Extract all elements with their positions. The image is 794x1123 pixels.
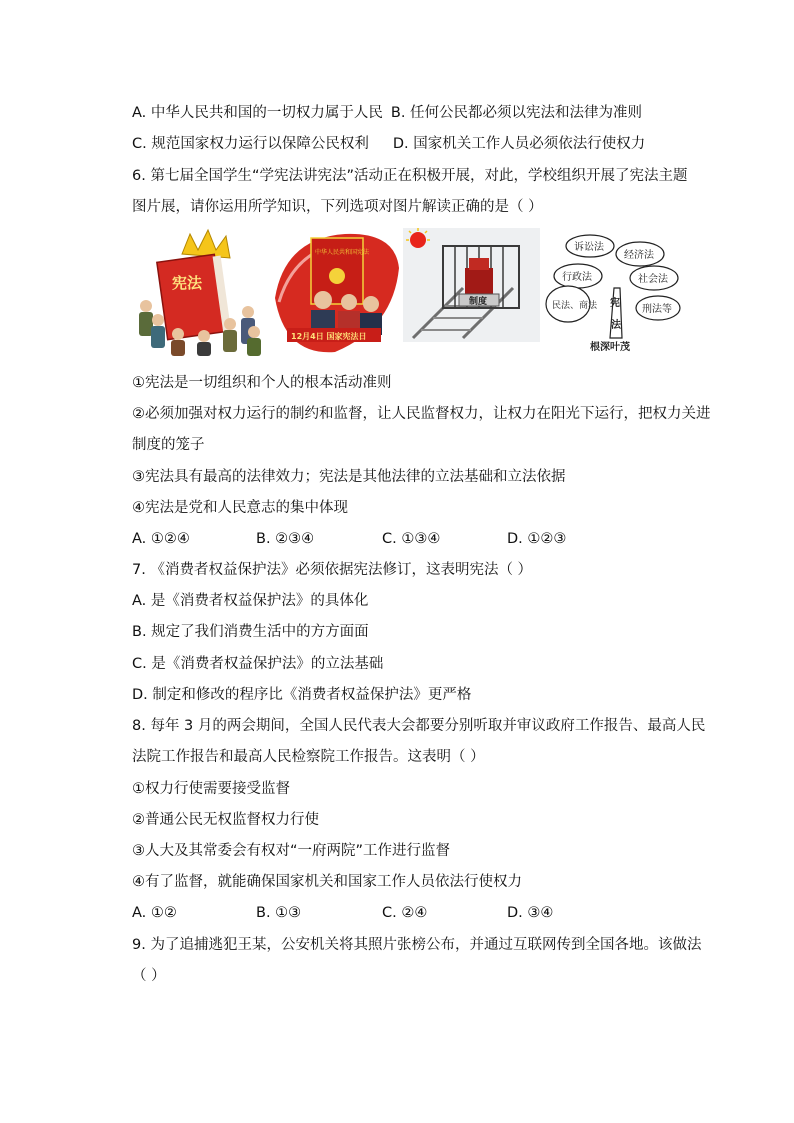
q7-option-b: B. 规定了我们消费生活中的方方面面 [132, 624, 369, 640]
q8-option-d: D. ③④ [507, 905, 554, 921]
q5-option-d: D. 国家机关工作人员必须依法行使权力 [392, 136, 646, 152]
q8-statement-3: ③人大及其常委会有权对“一府两院”工作进行监督 [132, 843, 451, 859]
tree-node-procedure-law: 诉讼法 [574, 242, 604, 253]
q8-option-a: A. ①② [132, 905, 177, 921]
tree-node-administrative-law: 行政法 [562, 272, 592, 283]
cage-label: 制度 [469, 297, 488, 307]
constitution-day-banner: 12月4日 国家宪法日 [291, 332, 367, 341]
q8-stem-line2: 法院工作报告和最高人民检察院工作报告。这表明（ ） [132, 749, 485, 765]
tree-trunk-bottom: 法 [611, 320, 621, 331]
q5-option-c: C. 规范国家权力运行以保障公民权利 [132, 136, 369, 152]
q7-stem: 7. 《消费者权益保护法》必须依据宪法修订，这表明宪法（ ） [132, 562, 533, 578]
tree-node-economic-law: 经济法 [624, 250, 654, 261]
q5-option-cd [132, 134, 645, 154]
q6-stem-line1: 6. 第七届全国学生“学宪法讲宪法”活动正在积极开展，对此，学校组织开展了宪法主题 [132, 168, 688, 184]
q6-statement-2-cont: 制度的笼子 [132, 437, 205, 453]
q7-option-c: C. 是《消费者权益保护法》的立法基础 [132, 656, 384, 672]
q8-statement-1: ①权力行使需要接受监督 [132, 781, 290, 797]
q6-statement-1: ①宪法是一切组织和个人的根本活动准则 [132, 375, 392, 391]
q7-option-d: D. 制定和修改的程序比《消费者权益保护法》更严格 [132, 687, 472, 703]
q8-option-c: C. ②④ [382, 905, 428, 921]
q6-stem-line2: 图片展，请你运用所学知识，下列选项对图片解读正确的是（ ） [132, 199, 543, 215]
q5-option-a: A. 中华人民共和国的一切权力属于人民 [132, 105, 383, 121]
q6-option-a: A. ①②④ [132, 531, 190, 547]
q5-option-ab [132, 103, 642, 123]
q7-option-a: A. 是《消费者权益保护法》的具体化 [132, 593, 369, 609]
q6-statement-3: ③宪法具有最高的法律效力；宪法是其他法律的立法基础和立法依据 [132, 469, 566, 485]
tree-trunk-top: 宪 [610, 298, 620, 309]
q6-option-b: B. ②③④ [256, 531, 315, 547]
q8-statement-2: ②普通公民无权监督权力行使 [132, 812, 319, 828]
q9-stem-line1: 9. 为了追捕逃犯王某，公安机关将其照片张榜公布，并通过互联网传到全国各地。该做法 [132, 937, 702, 953]
law-tree-image [544, 228, 684, 356]
tree-caption: 根深叶茂 [590, 342, 630, 353]
q6-option-c: C. ①③④ [382, 531, 441, 547]
q8-option-b: B. ①③ [256, 905, 302, 921]
constitution-day-image [265, 228, 402, 358]
constitution-book-title: 宪法 [172, 274, 203, 292]
tree-node-criminal-law: 刑法等 [642, 304, 672, 315]
tree-node-civil-commercial-law: 民法、商法 [552, 301, 598, 311]
tree-node-social-law: 社会法 [638, 274, 668, 285]
q6-statement-2: ②必须加强对权力运行的制约和监督，让人民监督权力，让权力在阳光下运行，把权力关进 [132, 406, 711, 422]
q8-stem-line1: 8. 每年 3 月的两会期间，全国人民代表大会都要分别听取并审议政府工作报告、最高人民 [132, 718, 706, 734]
q5-option-b: B. 任何公民都必须以宪法和法律为准则 [390, 105, 643, 121]
constitution-crowd-image [130, 228, 264, 356]
constitution-book-cover-title: 中华人民共和国宪法 [315, 249, 370, 256]
q9-stem-line2: （ ） [132, 968, 166, 984]
q6-statement-4: ④宪法是党和人民意志的集中体现 [132, 500, 348, 516]
q8-statement-4: ④有了监督，就能确保国家机关和国家工作人员依法行使权力 [132, 874, 522, 890]
q6-option-d: D. ①②③ [507, 531, 567, 547]
power-cage-image [403, 228, 540, 342]
